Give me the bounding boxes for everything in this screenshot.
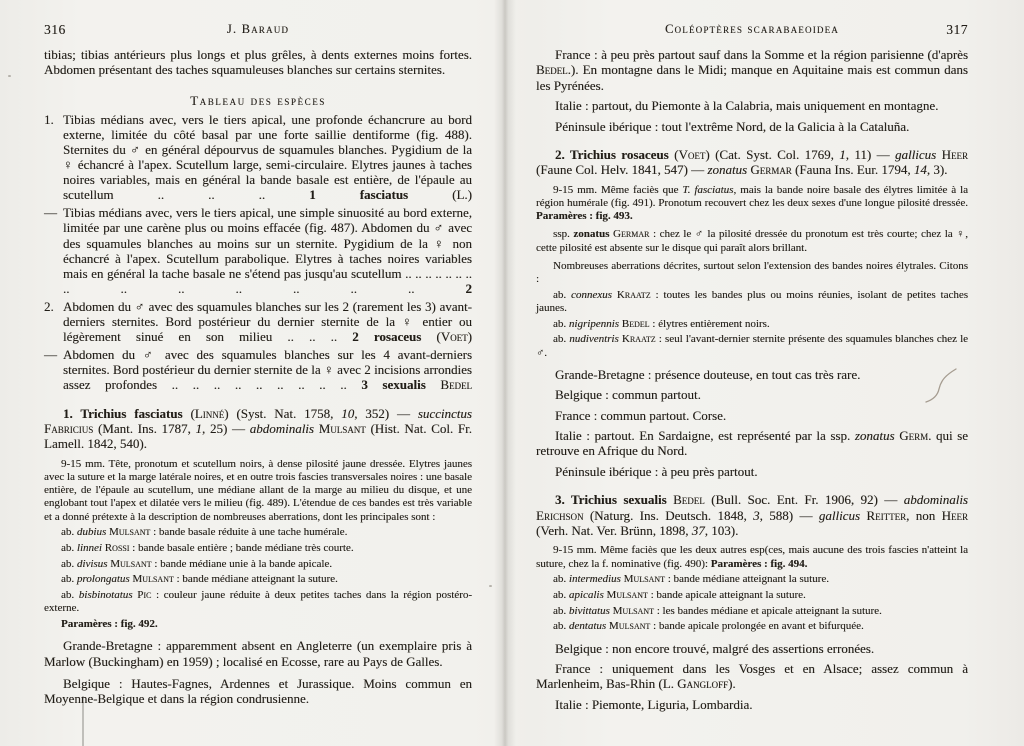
distribution-paragraph: Belgique : non encore trouvé, malgré des assertions erronées.	[555, 640, 875, 656]
page-number: 317	[946, 22, 968, 37]
species-heading-sexualis: 3. Trichius sexualis Bedel (Bull. Soc. Ent. Fr. 1906, 92) — abdominalis Erichson (Naturg. Ins. Deutsch. 1848, 3, 588) — gallicus Reitter, non Heer (Verh. Nat. Ver. Brünn, 1898, 37, 103).	[536, 492, 968, 539]
species-description: 9-15 mm. Tête, pronotum et scutellum noirs, à dense pilosité jaune dressée. Elytres jaunes avec la suture et la marge latérale noires, et en outre trois fascies transversales noires : une basale entière, de l'épaule au scutellum, une médiane allant de la marge au milieu du disque, et une englobant tout l'apex et dilatée vers le milieu (fig. 489). L'étendue de ces bandes est très variable et a donné prétexte à la description de nombreuses aberrations, dont les principales sont :	[44, 457, 472, 523]
page-header-left	[44, 22, 472, 38]
aberration-item: ab. dubius Mulsant : bande basale réduite à une tache humérale.	[61, 526, 348, 539]
couplet-marker: 1.	[44, 111, 54, 127]
page-number: 316	[44, 22, 66, 37]
couplet-marker: —	[44, 205, 57, 221]
aberration-item: ab. dentatus Mulsant : bande apicale prolongée en avant et bifurquée.	[553, 620, 864, 633]
paper-speck	[489, 585, 492, 587]
distribution-paragraph: Péninsule ibérique : à peu près partout.	[555, 463, 758, 479]
distribution-paragraph: Belgique : Hautes-Fagnes, Ardennes et Jurassique. Moins commun en Moyenne-Belgique et dans la région condrusienne.	[44, 675, 472, 707]
distribution-paragraph: Grande-Bretagne : présence douteuse, en tout cas très rare.	[555, 366, 861, 382]
page-header-right	[536, 22, 968, 38]
key-couplet-1bis	[44, 205, 472, 296]
couplet-text: Abdomen du ♂ avec des squamules blanches sur les 2 (rarement les 3) avant-derniers sternites. Bord postérieur du dernier sternite de la ♀ entier ou légèrement sinué en son milieu .. .. .. 2 rosaceus (Voet)	[63, 298, 472, 345]
species-heading-rosaceus: 2. Trichius rosaceus (Voet) (Cat. Syst. Col. 1769, 1, 11) — gallicus Heer (Faune Col. Helv. 1841, 547) — zonatus Germar (Fauna Ins. Eur. 1794, 14, 3).	[536, 147, 968, 178]
running-title: Coléoptères scarabaeoidea	[665, 22, 839, 36]
couplet-marker: 2.	[44, 298, 54, 314]
distribution-paragraph: Italie : Piemonte, Liguria, Lombardia.	[555, 696, 753, 712]
distribution-paragraph: France : à peu près partout sauf dans la Somme et la région parisienne (d'après Bedel.). En montagne dans le Midi; manque en Aquitaine mais est commun dans les Pyrénées.	[536, 47, 968, 93]
distribution-paragraph: Grande-Bretagne : apparemment absent en Angleterre (un exemplaire pris à Marlow (Buckingham) en 1959) ; localisé en Ecosse, rare au Pays de Galles.	[44, 638, 472, 669]
aberration-item: ab. connexus Kraatz : toutes les bandes plus ou moins réunies, isolant de petites taches jaunes.	[536, 288, 968, 314]
couplet-text: Abdomen du ♂ avec des squamules blanches sur les 4 avant-derniers sternites. Bord postérieur du dernier sternite de la ♀ avec 2 incisions arrondies assez profondes .. .. .. .. .. .. .. .. .. 3 sexualis Bedel	[63, 347, 473, 393]
key-couplet-1	[44, 112, 472, 203]
distribution-paragraph: Italie : partout. En Sardaigne, est représenté par la ssp. zonatus Germ. qui se retrouve en Afrique du Nord.	[536, 428, 968, 459]
aberration-item: ab. divisus Mulsant : bande médiane unie à la bande apicale.	[61, 557, 333, 570]
section-title: Tableau des espèces	[190, 92, 326, 108]
aberration-item: ab. apicalis Mulsant : bande apicale atteignant la suture.	[553, 589, 806, 602]
aberration-item: ab. intermedius Mulsant : bande médiane atteignant la suture.	[553, 573, 829, 586]
intro-paragraph: tibias; tibias antérieurs plus longs et plus grêles, à dents externes moins fortes. Abdomen présentant des taches squamuleuses blanches sur certains sternites.	[44, 47, 472, 78]
running-title: J. Baraud	[226, 22, 290, 36]
distribution-paragraph: France : uniquement dans les Vosges et en Alsace; assez commun à Marlenheim, Bas-Rhin (L. Gangloff).	[536, 661, 968, 692]
page-right	[536, 0, 968, 712]
aberration-item: ab. linnei Rossi : bande basale entière ; bande médiane très courte.	[61, 541, 354, 554]
key-couplet-2bis	[44, 347, 472, 392]
species-description: 9-15 mm. Même faciès que les deux autres esp(ces, mais aucune des trois fascies n'atteint la suture, chez la f. nominative (fig. 490): Paramères : fig. 494.	[536, 544, 968, 570]
aberration-item: ab. nudiventris Kraatz : seul l'avant-dernier sternite présente des squamules blanches chez le ♂.	[536, 333, 969, 359]
aberrations-intro: Nombreuses aberrations décrites, surtout selon l'extension des bandes noires élytrales. Citons :	[536, 259, 968, 286]
key-couplet-2	[44, 299, 472, 344]
species-heading-fasciatus: 1. Trichius fasciatus (Linné) (Syst. Nat. 1758, 10, 352) — succinctus Fabricius (Mant. Ins. 1787, 1, 25) — abdominalis Mulsant (Hist. Nat. Col. Fr. Lamell. 1842, 540).	[44, 405, 472, 452]
aberration-item: ab. nigripennis Bedel : élytres entièrement noirs.	[553, 317, 770, 330]
couplet-marker: —	[44, 347, 57, 363]
paper-speck	[8, 75, 11, 77]
species-description: 9-15 mm. Même faciès que T. fasciatus, mais la bande noire basale des élytres limitée à la région humérale (fig. 491). Pronotum recouvert chez les deux sexes d'une longue pilosité dressée. Paramères : fig. 493.	[536, 183, 968, 223]
distribution-paragraph: Péninsule ibérique : tout l'extrême Nord, de la Galicia à la Cataluña.	[555, 118, 910, 134]
distribution-paragraph: Italie : partout, du Piemonte à la Calabria, mais uniquement en montagne.	[555, 98, 939, 114]
parameres-note: Paramères : fig. 492.	[61, 617, 158, 630]
distribution-paragraph: France : commun partout. Corse.	[555, 407, 727, 423]
page-left	[44, 0, 472, 707]
distribution-paragraph: Belgique : commun partout.	[555, 387, 701, 403]
page-gutter	[494, 0, 516, 746]
couplet-text: Tibias médians avec, vers le tiers apical, une simple sinuosité au bord externe, limitée par une carène plus ou moins effacée (fig. 487). Abdomen du ♂ avec des squamules blanches au moins sur un sternite. Pygidium de la ♀ non échancré à l'apex. Scutellum parabolique. Elytres à taches noires variables mais en général la tache basale ne s'étend pas jusqu'au scutellum .. .. .. .. .. .. .. .. .. .. .. .. .. .. 2	[63, 205, 472, 296]
subspecies-note: ssp. zonatus Germar : chez le ♂ la pilosité dressée du pronotum est très courte; chez la ♀, cette pilosité est absente sur le disque qui paraît alors brillant.	[536, 228, 969, 254]
aberration-item: ab. bivittatus Mulsant : les bandes médiane et apicale atteignant la suture.	[553, 604, 882, 617]
aberration-item: ab. prolongatus Mulsant : bande médiane atteignant la suture.	[61, 573, 338, 586]
aberration-item: ab. bisbinotatus Pic : couleur jaune réduite à deux petites taches dans la région postéro-externe.	[44, 589, 472, 615]
couplet-text: Tibias médians avec, vers le tiers apical, une profonde échancrure au bord externe, limitée du côté basal par une forte saillie dentiforme (fig. 488). Sternites du ♂ en général dépourvus de squamules blanches. Pygidium de la ♀ échancré à l'apex. Scutellum large, semi-circulaire. Elytres jaunes à taches noires variables, mais en général la bande basale est entière, de l'épaule au scutellum .. .. .. 1 fasciatus (L.)	[63, 111, 473, 203]
